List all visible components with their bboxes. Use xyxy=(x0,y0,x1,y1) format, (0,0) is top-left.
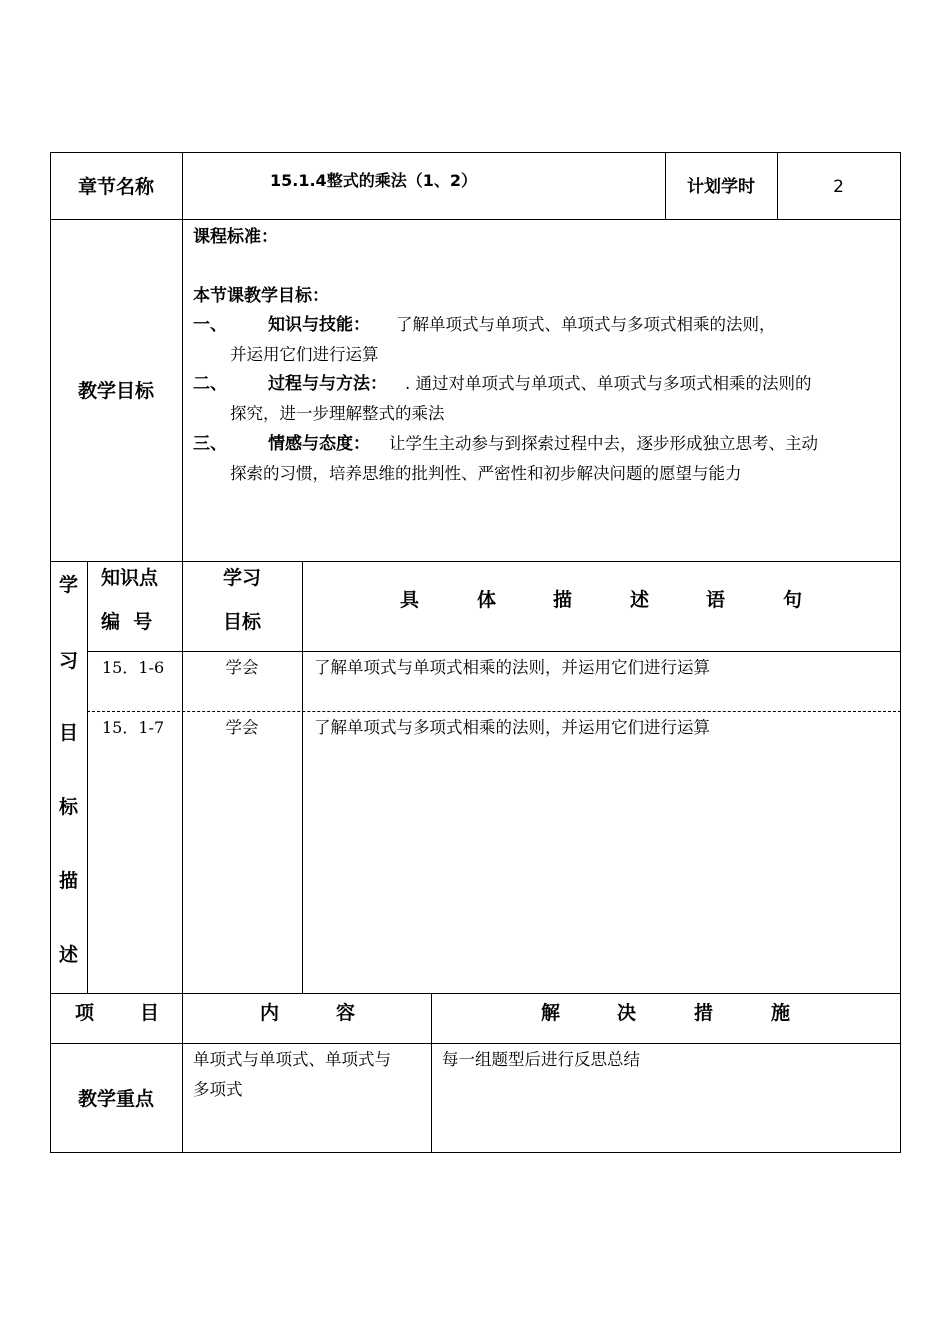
plan-row-label: 教学重点 xyxy=(77,1088,154,1110)
goals-label: 教学目标 xyxy=(77,380,154,402)
hours-value: 2 xyxy=(833,177,844,197)
col-header-goal-2: 目标 xyxy=(222,611,261,633)
plan-row-content-1: 单项式与单项式、单项式与 xyxy=(193,1050,391,1069)
col-sep-learning-a xyxy=(87,561,88,993)
goal-3-num: 三、 xyxy=(193,434,227,454)
row-sep-dashed xyxy=(87,711,901,712)
col-header-desc-2: 体 xyxy=(477,589,497,611)
side-char-4: 标 xyxy=(58,796,78,818)
col-sep-plan-b xyxy=(431,993,432,1152)
side-char-1: 学 xyxy=(58,574,78,596)
plan-row-content-2: 多项式 xyxy=(193,1080,243,1099)
plan-row-measure: 每一组题型后进行反思总结 xyxy=(442,1050,640,1069)
row-2-code: 15．1-7 xyxy=(102,718,165,737)
col-header-desc-4: 述 xyxy=(630,589,650,611)
lesson-goal-label: 本节课教学目标： xyxy=(193,286,329,306)
row-sep-plan-header xyxy=(50,1043,901,1044)
side-char-2: 习 xyxy=(58,650,78,672)
plan-header-content-2: 容 xyxy=(336,1002,356,1024)
goal-1-num: 一、 xyxy=(193,315,227,335)
col-header-desc-6: 句 xyxy=(783,589,803,611)
col-sep-header-a xyxy=(182,152,183,561)
goal-3-title: 情感与态度： xyxy=(268,434,370,454)
hours-label: 计划学时 xyxy=(687,177,755,197)
col-sep-learning-c xyxy=(302,561,303,993)
col-sep-plan-a xyxy=(182,993,183,1152)
goal-1-text-cont: 并运用它们进行运算 xyxy=(230,345,379,364)
table-border-right xyxy=(900,152,901,1153)
row-2-goal: 学会 xyxy=(225,718,259,737)
row-1-code: 15．1-6 xyxy=(102,658,165,677)
chapter-label: 章节名称 xyxy=(77,176,154,198)
goal-2-text: . 通过对单项式与单项式、单项式与多项式相乘的法则的 xyxy=(405,374,812,393)
row-sep-goals xyxy=(50,561,901,562)
col-header-goal-1: 学习 xyxy=(222,567,261,589)
col-header-desc-1: 具 xyxy=(400,589,420,611)
plan-header-item-1: 项 xyxy=(75,1002,95,1024)
goal-2-title: 过程与与方法： xyxy=(268,374,387,394)
col-header-point-1: 知识点 xyxy=(101,567,159,589)
col-header-desc-5: 语 xyxy=(706,589,726,611)
goal-2-text-cont: 探究，进一步理解整式的乘法 xyxy=(230,404,445,423)
col-header-desc-3: 描 xyxy=(553,589,573,611)
goal-2-num: 二、 xyxy=(193,374,227,394)
plan-header-item-2: 目 xyxy=(140,1002,160,1024)
plan-header-measure-1: 解 xyxy=(541,1002,561,1024)
plan-header-measure-2: 决 xyxy=(617,1002,637,1024)
col-header-point-2: 编 号 xyxy=(101,611,153,633)
plan-header-measure-4: 施 xyxy=(771,1002,791,1024)
side-char-6: 述 xyxy=(58,944,78,966)
row-1-desc: 了解单项式与单项式相乘的法则，并运用它们进行运算 xyxy=(314,658,710,677)
side-char-5: 描 xyxy=(58,870,78,892)
goal-1-text: 了解单项式与单项式、单项式与多项式相乘的法则， xyxy=(396,315,776,334)
table-border-top xyxy=(50,152,901,153)
plan-header-measure-3: 措 xyxy=(694,1002,714,1024)
row-sep-learning-header xyxy=(87,651,901,652)
plan-header-content-1: 内 xyxy=(260,1002,280,1024)
standard-label: 课程标准： xyxy=(193,227,278,247)
goal-3-text: 让学生主动参与到探索过程中去，逐步形成独立思考、主动 xyxy=(389,434,818,453)
row-1-goal: 学会 xyxy=(225,658,259,677)
row-2-desc: 了解单项式与多项式相乘的法则，并运用它们进行运算 xyxy=(314,718,710,737)
row-sep-learning xyxy=(50,993,901,994)
side-char-3: 目 xyxy=(58,722,78,744)
goal-3-text-cont: 探索的习惯，培养思维的批判性、严密性和初步解决问题的愿望与能力 xyxy=(230,464,742,483)
goal-1-title: 知识与技能： xyxy=(268,315,370,335)
table-border-bottom xyxy=(50,1152,901,1153)
chapter-value: 15.1.4整式的乘法（1、2） xyxy=(270,171,477,190)
row-sep-header xyxy=(50,219,901,220)
